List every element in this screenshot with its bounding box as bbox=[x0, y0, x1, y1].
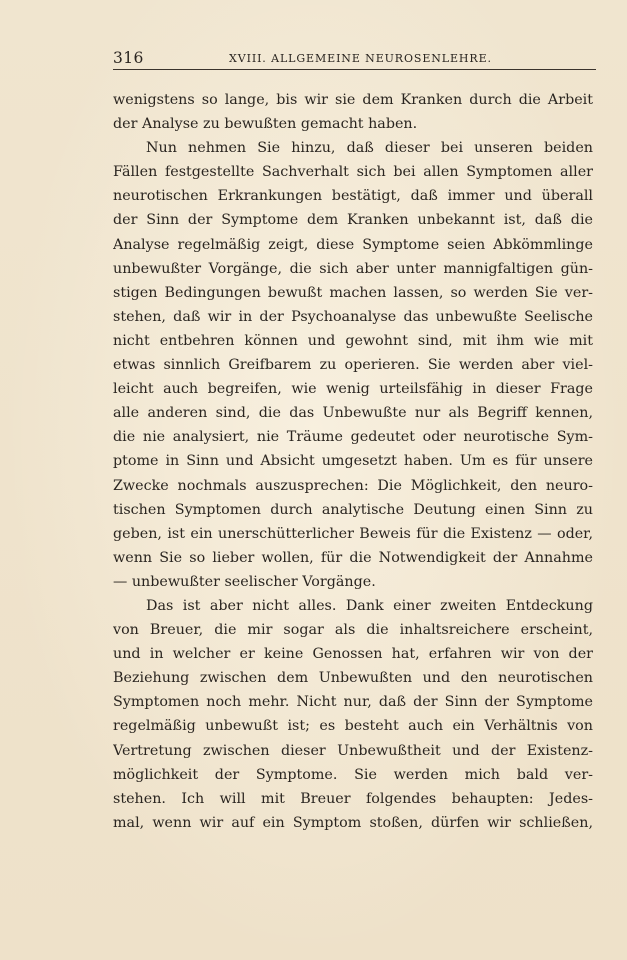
text-line: unbewußter Vorgänge, die sich aber unter mannigfaltigen gün- bbox=[113, 260, 593, 277]
text-line: der Sinn der Symptome dem Kranken unbekannt ist, daß die bbox=[113, 212, 593, 229]
text-line: und in welcher er keine Genossen hat, erfahren wir von der bbox=[113, 646, 593, 663]
text-line: regelmäßig unbewußt ist; es besteht auch ein Verhältnis von bbox=[113, 718, 593, 735]
running-title: XVIII. ALLGEMEINE NEUROSENLEHRE. bbox=[229, 52, 492, 65]
text-line: stehen, daß wir in der Psychoanalyse das unbewußte Seelische bbox=[113, 308, 593, 325]
text-line: Das ist aber nicht alles. Dank einer zweiten Entdeckung bbox=[146, 597, 593, 614]
text-line: die nie analysiert, nie Träume gedeutet oder neurotische Sym- bbox=[113, 429, 593, 446]
text-line: ptome in Sinn und Absicht umgesetzt haben. Um es für unsere bbox=[113, 453, 593, 470]
text-line: neurotischen Erkrankungen bestätigt, daß immer und überall bbox=[113, 188, 593, 205]
text-line: tischen Symptomen durch analytische Deutung einen Sinn zu bbox=[113, 501, 593, 518]
text-line: etwas sinnlich Greifbarem zu operieren. Sie werden aber viel- bbox=[113, 357, 593, 374]
text-line: Beziehung zwischen dem Unbewußten und den neurotischen bbox=[113, 670, 593, 687]
body-text bbox=[113, 88, 593, 835]
text-line: von Breuer, die mir sogar als die inhaltsreichere erscheint, bbox=[113, 622, 593, 639]
text-line: der Analyse zu bewußten gemacht haben. bbox=[113, 116, 418, 133]
text-line: möglichkeit der Symptome. Sie werden mich bald ver- bbox=[113, 766, 593, 783]
text-line: mal, wenn wir auf ein Symptom stoßen, dürfen wir schließen, bbox=[113, 814, 593, 831]
text-line: Fällen festgestellte Sachverhalt sich bei allen Symptomen aller bbox=[113, 164, 593, 181]
text-line: wenigstens so lange, bis wir sie dem Kranken durch die Arbeit bbox=[113, 92, 593, 108]
text-line: nicht entbehren können und gewohnt sind, mit ihm wie mit bbox=[113, 332, 593, 349]
text-line: Analyse regelmäßig zeigt, diese Symptome seien Abkömmlinge bbox=[113, 236, 593, 253]
text-line: leicht auch begreifen, wie wenig urteilsfähig in dieser Frage bbox=[113, 381, 593, 398]
text-line: Symptomen noch mehr. Nicht nur, daß der Sinn der Symptome bbox=[113, 694, 593, 711]
text-line: alle anderen sind, die das Unbewußte nur als Begriff kennen, bbox=[113, 405, 593, 422]
text-line: Zwecke nochmals auszusprechen: Die Möglichkeit, den neuro- bbox=[113, 477, 593, 494]
text-line: stigen Bedingungen bewußt machen lassen, so werden Sie ver- bbox=[113, 284, 593, 301]
text-line: Vertretung zwischen dieser Unbewußtheit und der Existenz- bbox=[113, 742, 593, 759]
page-number: 316 bbox=[113, 49, 144, 67]
text-line: geben, ist ein unerschütterlicher Beweis für die Existenz — oder, bbox=[113, 525, 593, 542]
header-rule bbox=[113, 69, 596, 70]
text-line: stehen. Ich will mit Breuer folgendes behaupten: Jedes- bbox=[113, 790, 593, 807]
text-line: Nun nehmen Sie hinzu, daß dieser bei unseren beiden bbox=[146, 140, 593, 157]
text-line: — unbewußter seelischer Vorgänge. bbox=[113, 573, 376, 590]
text-line: wenn Sie so lieber wollen, für die Notwendigkeit der Annahme bbox=[113, 549, 593, 566]
